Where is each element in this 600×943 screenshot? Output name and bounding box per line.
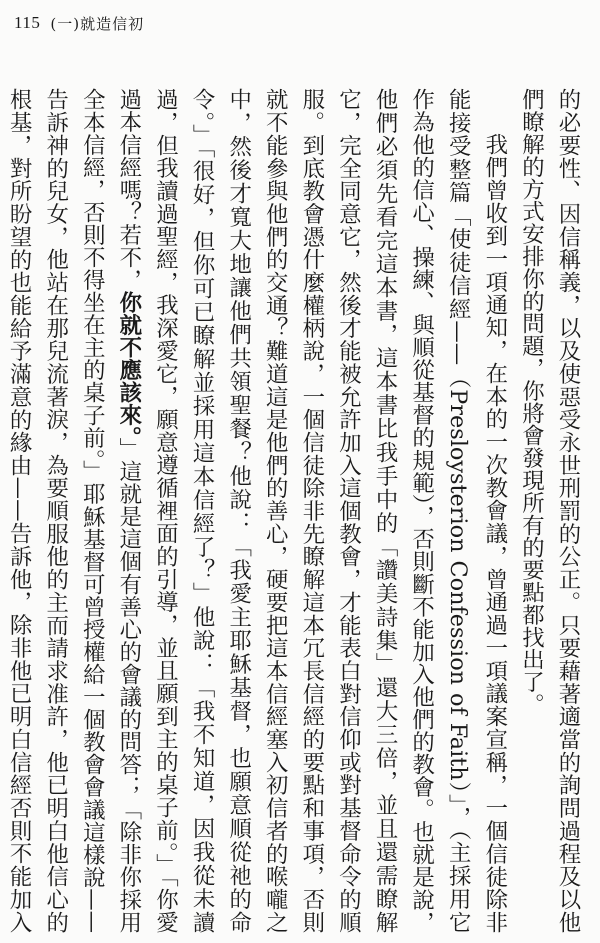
page-number: 115 xyxy=(14,13,41,32)
vertical-text-columns xyxy=(6,88,586,933)
paragraph-continuation: 的必要性、因信稱義，以及使惡受永世刑罰的公正。只要藉著適當的詢問過程及以他們瞭解的方式安排你的問題，你將會發現所有的要點都找出了。 xyxy=(518,88,581,933)
paragraph-text: 我們曾收到一項通知，在本的一次教會議，曾通過一項議案宣稱，一個信徒除非能接受整篇「使徒信經——（Presloysterion Confession of Faith）」，（主採用它作為他的信心、操練、與順從基督的規範），否則斷不能加入他們的教會。也就是說，他們必須先看完這本書，這本書比我手中的「讚美詩集」還大三倍，並且還需瞭解它，完全同意它，然後才能被允許加入這個教會，才能表白對信仰或對基督命令的順服。到底教會憑什麼權柄說，一個信徒除非先瞭解這本冗長信經的要點和事項，否則就不能參與他們的交通？難道這是他們的善心，硬要把這本信經塞入初信者的喉嚨之中，然後才寬大地讓他們共領聖餐？他說：「我愛主耶穌基督，也願意順從祂的命令。」「很好，但你可已瞭解並採用這本信經了？」他說：「我不知道，因我從未讀過，但我讀過聖經，我深愛它，願意遵循裡面的引導，並且願到主的桌子前。」「你愛過本信經嗎？若不， xyxy=(115,88,508,933)
chapter-title: (一)就造信初 xyxy=(50,14,145,33)
body-text xyxy=(6,88,586,933)
running-head xyxy=(14,8,144,38)
emphasized-phrase: 你就不應該來。 xyxy=(115,290,142,438)
paragraph-council-creed xyxy=(0,88,513,933)
paragraph-text-tail: 」這就是這個有善心的會議的問答；「除非你採用全本信經，否則不得坐在主的桌子前。」耶穌基督可曾授權給一個教會會議這樣說——告訴神的兒女，他站在那兒流著淚，為要順服他的主而請求准許，他已明白他信心的根基，對所盼望的也能給予滿意的緣由——告訴他，除非他已明白信經否則不能加入 xyxy=(6,88,142,933)
